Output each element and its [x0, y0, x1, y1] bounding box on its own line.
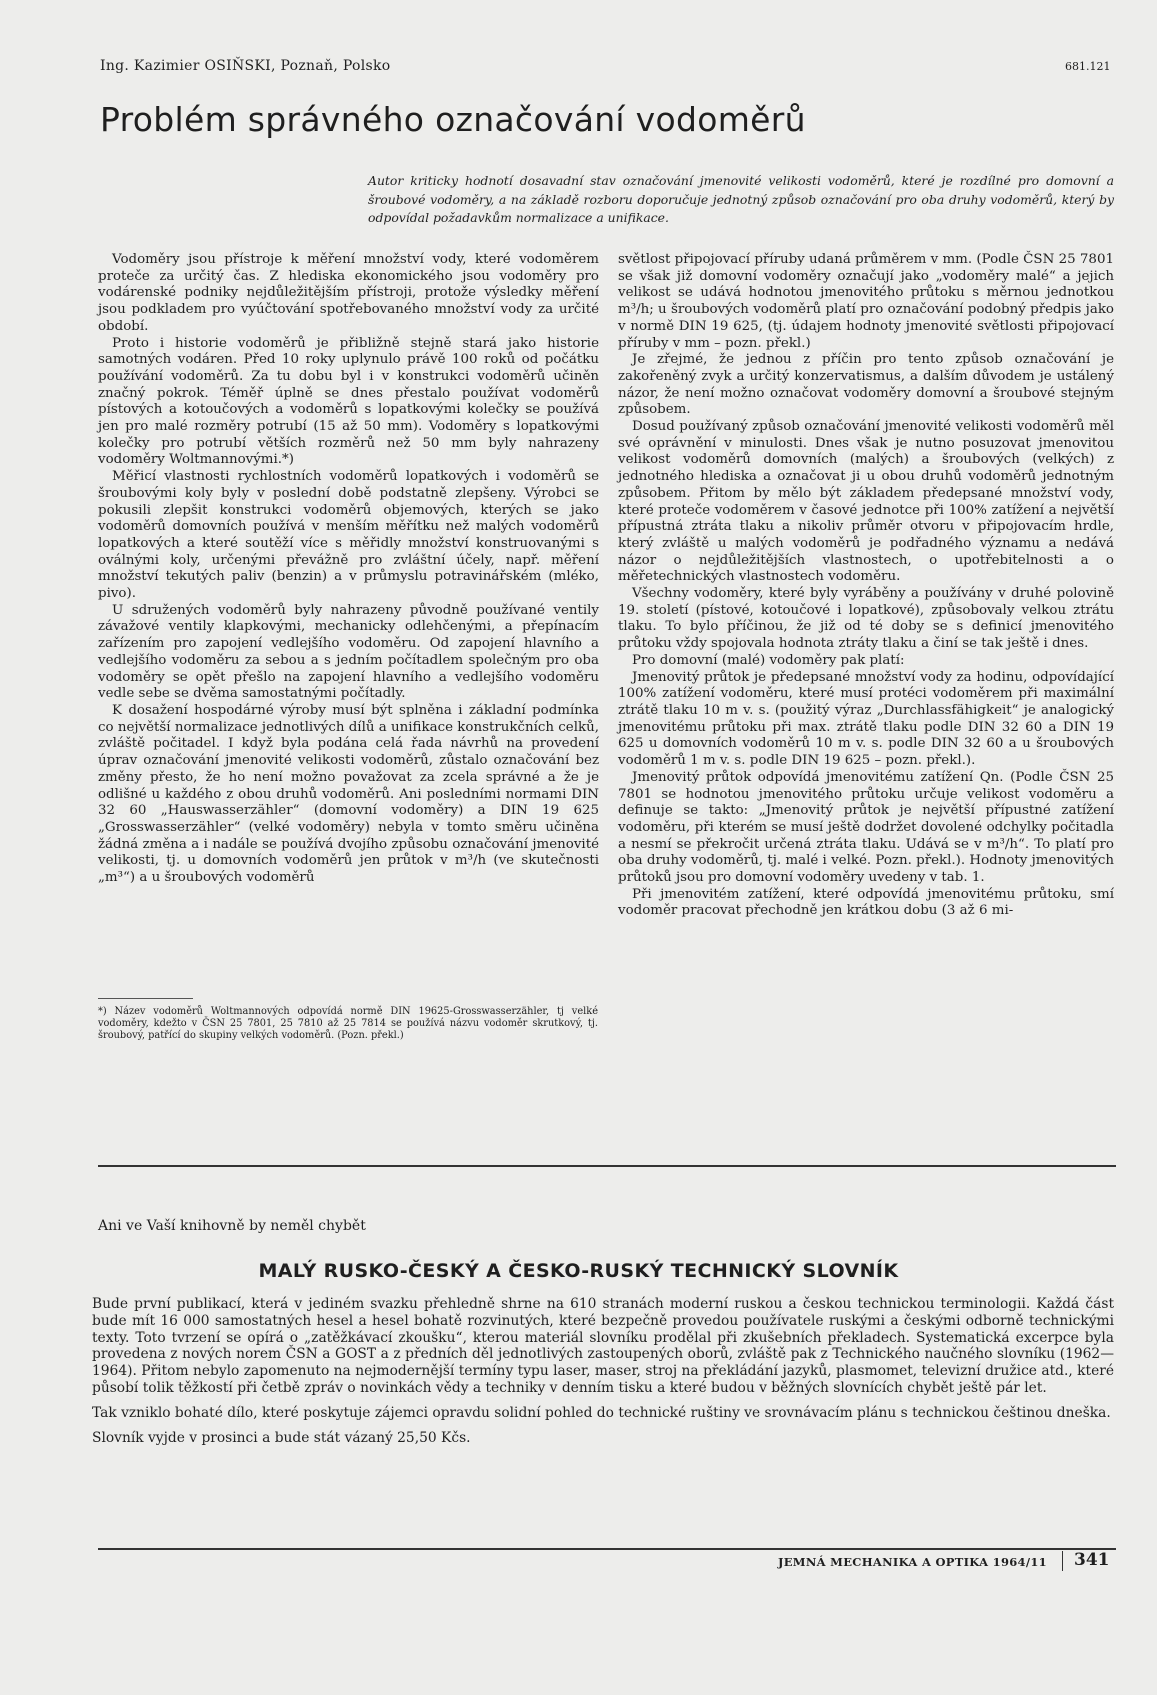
article-title: Problém správného označování vodoměrů [100, 100, 806, 139]
folio-separator [1062, 1551, 1063, 1571]
paragraph: Měřicí vlastnosti rychlostních vodoměrů lopatkových i vodoměrů se šroubovými koly byly v poslední době podstatně zlepšeny. Výrobci se pokusili zlepšit konstrukci vodoměrů objemových, kterých se jako vodoměrů domovních používá v menším měřítku než malých vodoměrů lopatkových a které soutěží více s měřidly množství konstruovanými s oválnými koly, určenými převážně pro zvláštní účely, např. měření množství tekutých paliv (benzin) a v průmyslu potravinářském (mléko, pivo). [98, 469, 599, 602]
paragraph: Je zřejmé, že jednou z příčin pro tento způsob označování je zakořeněný zvyk a určitý konzervatismus, a dalším důvodem je ustálený názor, že není možno označovat vodoměry domovní a šroubové stejným způsobem. [618, 352, 1114, 418]
ad-lead: Ani ve Vaší knihovně by neměl chybět [98, 1218, 366, 1234]
paragraph: Dosud používaný způsob označování jmenovité velikosti vodoměrů měl své oprávnění v minulosti. Dnes však je nutno posuzovat jmenovitou velikost vodoměrů domovních (malých) a šroubových (velkých) z jednotného hlediska a označovat ji u obou druhů vodoměrů jednotným způsobem. Přitom by mělo být základem předepsané množství vody, které proteče vodoměrem v časové jednotce při 100% zatížení a největší přípustná ztráta tlaku a nikoliv průměr otvoru v připojovacím hrdle, který zvláště u malých vodoměrů je podřadného významu a nedává názor o nejdůležitějších vlastnostech, o upotřebitelnosti a o měřetechnických vlastnostech vodoměru. [618, 419, 1114, 585]
footnote: *) Název vodoměrů Woltmannových odpovídá normě DIN 19625-Grosswasserzähler, tj velké vodoměry, kdežto v ČSN 25 7801, 25 7810 až 25 7814 se používá názvu vodoměr skrutkový, tj. šroubový, patřící do skupiny velkých vodoměrů. (Pozn. překl.) [98, 1006, 598, 1041]
footnote-divider [98, 998, 193, 999]
paragraph: Jmenovitý průtok odpovídá jmenovitému zatížení Qn. (Podle ČSN 25 7801 se hodnotou jmenovitého průtoku určuje velikost vodoměru a definuje se takto: „Jmenovitý průtok je největší přípustné zatížení vodoměru, při kterém se musí ještě dodržet dovolené odchylky počitadla a nesmí se překročit určená ztráta tlaku. Udává se v m³/h“. To platí pro oba druhy vodoměrů, tj. malé i velké. Pozn. překl.). Hodnoty jmenovitých průtoků jsou pro domovní vodoměry uvedeny v tab. 1. [618, 769, 1114, 886]
ad-paragraph: Bude první publikací, která v jediném svazku přehledně shrne na 610 stranách moderní ruskou a českou technickou terminologii. Každá část bude mít 16 000 samostatných hesel a hesel bohatě rozvinutých, které bezpečně provedou používatele ruskými a českými odborně technickými texty. Toto tvrzení se opírá o „zatěžkávací zkoušku“, kterou materiál slovníku prodělal při zkušebních překladech. Systematická excerpce byla provedena z nových norem ČSN a GOST a z předních děl jednotlivých zastoupených oborů, zvláště pak z Technického naučného slovníku (1962—1964). Přitom nebylo zapomenuto na nejmodernější termíny typu laser, maser, strој na překládání jazyků, plasmomet, televizní družice atd., které působí tolik těžkostí při četbě zpráv o novinkách vědy a techniky v denním tisku a které budou v běžných slovnících chybět ještě pár let. [92, 1296, 1114, 1396]
paragraph: Proto i historie vodoměrů je přibližně stejně stará jako historie samotných vodáren. Před 10 roky uplynulo právě 100 roků od počátku používání vodoměrů. Za tu dobu byl i v konstrukci vodoměrů učiněn značný pokrok. Téměř úplně se dnes přestalo používat vodoměrů pístových a kotoučových a vodoměrů s lopatkovými kolečky se používá jen pro malé rozměry potrubí (15 až 50 mm). Vodoměry s lopatkovými kolečky pro potrubí větších rozměrů než 50 mm byly nahrazeny vodoměry Woltmannovými.*) [98, 335, 599, 468]
paragraph: Při jmenovitém zatížení, které odpovídá jmenovitému průtoku, smí vodoměr pracovat přechodně jen krátkou dobu (3 až 6 mi- [618, 886, 1114, 919]
body-column-right [618, 252, 1114, 920]
body-column-left [98, 252, 599, 887]
footer-divider [98, 1548, 1116, 1550]
paragraph: Všechny vodoměry, které byly vyráběny a používány v druhé polovině 19. století (pístové, kotoučové i lopatkové), způsobovaly velkou ztrátu tlaku. To bylo příčinou, že již od té doby se s definicí jmenovitého průtoku vždy spojovala hodnota ztráty tlaku a činí se tak ještě i dnes. [618, 586, 1114, 652]
ad-paragraph: Tak vzniklo bohaté dílo, které poskytuje zájemci opravdu solidní pohled do technické ruštiny ve srovnávacím plánu s technickou češtinou dneška. [92, 1404, 1111, 1421]
article-abstract: Autor kriticky hodnotí dosavadní stav označování jmenovité velikosti vodoměrů, které je rozdílné pro domovní a šroubové vodoměry, a na základě rozboru doporučuje jednotný způsob označování pro oba druhy vodoměrů, který by odpovídal požadavkům normalizace a unifikace. [368, 173, 1114, 225]
section-divider [98, 1165, 1116, 1167]
journal-name: JEMNÁ MECHANIKA A OPTIKA 1964/11 [778, 1555, 1047, 1569]
article-author: Ing. Kazimier OSIŇSKI, Poznaň, Polsko [100, 58, 391, 74]
paragraph: U sdružených vodoměrů byly nahrazeny původně používané ventily závažové ventily klapkovými, mechanicky odlehčenými, a přepínacím zařízením pro zapojení vedlejšího vodoměru. Od zapojení hlavního a vedlejšího vodoměru za sebou a s jedním počítadlem společným pro oba vodoměry se opět přešlo na zapojení hlavního a vedlejšího vodoměru vedle sebe se dvěma samostatnými počítadly. [98, 602, 599, 702]
paragraph: Vodoměry jsou přístroje k měření množství vody, které vodoměrem proteče za určitý čas. Z hlediska ekonomického jsou vodoměry pro vodárenské podniky nejdůležitějším přístroji, protože výsledky měření jsou podkladem pro vyúčtování spotřebovaného množství vody za určité období. [98, 252, 599, 334]
page-number: 341 [1074, 1550, 1110, 1570]
paragraph: Jmenovitý průtok je předepsané množství vody za hodinu, odpovídající 100% zatížení vodoměru, které musí protéci vodoměrem při maximální ztrátě tlaku 10 m v. s. (použitý výraz „Durchlassfähigkeit“ je analogický jmenovitému průtoku při max. ztrátě tlaku podle DIN 32 60 a DIN 19 625 u domovních vodoměrů 10 m v. s. podle DIN 32 60 a u šroubových vodoměrů 1 m v. s. podle DIN 19 625 – pozn. překl.). [618, 669, 1114, 769]
ad-title: MALÝ RUSKO-ČESKÝ A ČESKO-RUSKÝ TECHNICKÝ SLOVNÍK [258, 1260, 899, 1282]
paragraph: K dosažení hospodárné výroby musí být splněna i základní podmínka co největší normalizace jednotlivých dílů a unifikace konstrukčních celků, zvláště počitadel. I když byla podána celá řada návrhů na provedení úprav označování jmenovité velikosti vodoměrů, zůstalo označování bez změny přesto, že ho není možno považovat za zcela správné a že je odlišné u každého z obou druhů vodoměrů. Ani posledními normami DIN 32 60 „Hauswasserzähler“ (domovní vodoměry) a DIN 19 625 „Grosswasserzähler“ (velké vodoměry) nebyla v tomto směru učiněna žádná změna a i nadále se používá dvojího způsobu označování jmenovité velikosti, tj. u domovních vodoměrů jen průtok v m³/h (ve skutečnosti „m³“) a u šroubových vodoměrů [98, 702, 599, 886]
udc-code: 681.121 [1065, 60, 1111, 73]
ad-body [92, 1296, 1114, 1454]
paragraph: světlost připojovací příruby udaná průměrem v mm. (Podle ČSN 25 7801 se však již domovní vodoměry označují jako „vodoměry malé“ a jejich velikost se udává hodnotou jmenovitého průtoku s měrnou jednotkou m³/h; u šroubových vodoměrů platí pro označování podobný předpis jako v normě DIN 19 625, (tj. údajem hodnoty jmenovité světlosti připojovací příruby v mm – pozn. překl.) [618, 252, 1114, 351]
paragraph: Pro domovní (malé) vodoměry pak platí: [632, 652, 905, 668]
ad-paragraph: Slovník vyjde v prosinci a bude stát vázaný 25,50 Kčs. [92, 1429, 471, 1446]
